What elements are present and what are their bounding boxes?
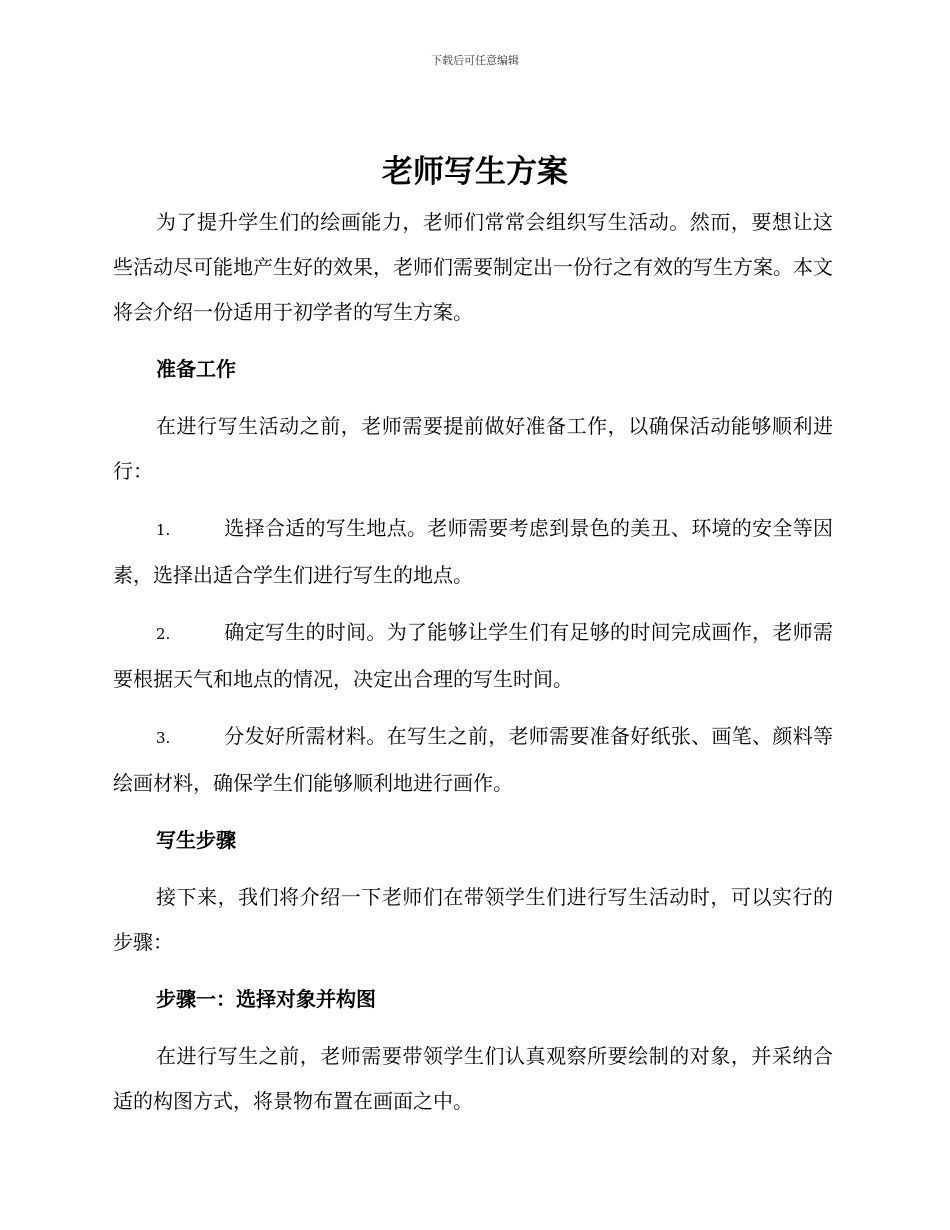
list-item-number: 1. — [156, 521, 171, 539]
intro-paragraph: 为了提升学生们的绘画能力，老师们常常会组织写生活动。然而，要想让这些活动尽可能地产生好的效果，老师们需要制定出一份行之有效的写生方案。本文将会介绍一份适用于初学者的写生方案。 — [113, 210, 833, 324]
list-item — [113, 506, 833, 598]
list-item-text: 确定写生的时间。为了能够让学生们有足够的时间完成画作，老师需要根据天气和地点的情况，决定出合理的写生时间。 — [113, 620, 833, 691]
list-item — [113, 610, 833, 702]
list-item-text: 选择合适的写生地点。老师需要考虑到景色的美丑、环境的安全等因素，选择出适合学生们进行写生的地点。 — [113, 516, 833, 587]
steps-paragraph: 接下来，我们将介绍一下老师们在带领学生们进行写生活动时，可以实行的步骤： — [113, 885, 833, 954]
list-item-text: 分发好所需材料。在写生之前，老师需要准备好纸张、画笔、颜料等绘画材料，确保学生们能够顺利地进行画作。 — [113, 724, 833, 795]
section-heading-steps: 写生步骤 — [156, 828, 236, 852]
list-item-number: 3. — [156, 729, 171, 747]
header-note: 下载后可任意编辑 — [431, 54, 519, 67]
document-body — [113, 200, 833, 1124]
document-title: 老师写生方案 — [382, 154, 568, 190]
list-item-number: 2. — [156, 625, 171, 643]
section-heading-preparation: 准备工作 — [156, 357, 236, 381]
list-item — [113, 714, 833, 806]
step1-paragraph: 在进行写生之前，老师需要带领学生们认真观察所要绘制的对象，并采纳合适的构图方式，将景物布置在画面之中。 — [113, 1044, 833, 1113]
step1-heading: 步骤一：选择对象并构图 — [156, 987, 376, 1011]
preparation-paragraph: 在进行写生活动之前，老师需要提前做好准备工作，以确保活动能够顺利进行： — [113, 414, 833, 483]
